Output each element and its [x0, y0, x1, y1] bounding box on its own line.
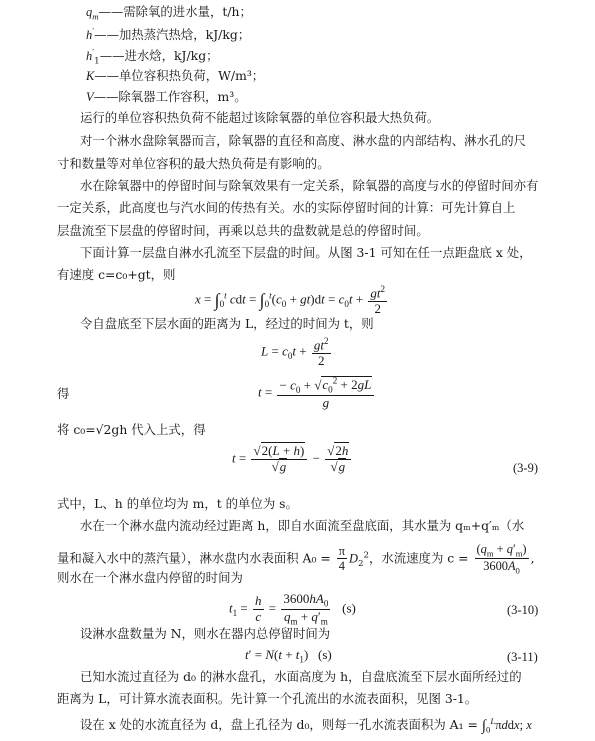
paragraph-residence-line1: 水在除氧器中的停留时间与除氧效果有一定关系，除氧器的高度与水的停留时间亦有: [80, 178, 539, 193]
paragraph-water-flow-line1: 水在一个淋水盘内流动经过距离 h，即自水面流至盘底面，其水量为 qₘ+q′ₘ（水: [80, 518, 525, 533]
paragraph-hole-area: 设在 x 处的水流直径为 d，盘上孔径为 d₀，则每一孔水流表面积为 $A_1 = \int_0^L\pi ddx$; x: [80, 716, 532, 735]
paragraph-substitute-c0: 将 c₀=√2gh 代入上式，得: [57, 422, 206, 437]
label-de: 得: [57, 386, 70, 401]
definition-qm: $q_m——$需除氧的进水量，t/h；: [86, 4, 252, 22]
paragraph-heat-load: 运行的单位容积热负荷不能超过该除氧器的单位容积最大热负荷。: [80, 110, 440, 125]
equation-number-3-10: (3-10): [507, 603, 539, 617]
equation-L: $L = c_0t$ + $\frac{gt^2}{2}$: [261, 336, 329, 369]
equation-number-3-11: (3-11): [507, 650, 538, 664]
paragraph-calc-line2: 有速度 c=c₀+gt，则: [57, 267, 176, 282]
paragraph-distance-L: 令自盘底至下层水面的距离为 L，经过的时间为 t，则: [80, 316, 374, 331]
paragraph-structure-line1: 对一个淋水盘除氧器而言，除氧器的直径和高度、淋水盘的内部结构、淋水孔的尺: [80, 133, 527, 148]
paragraph-water-flow-line2: 量和凝入水中的蒸汽量），淋水盘内水表面积 A₀ = $\frac{\pi}{4}$ $D_2^2$，水流速度为 c = $\frac{(q_m + q'_m)}{3600A_0}$ ,: [57, 542, 535, 576]
equation-x-integral: $x = \int_0^t$ cdt = $\int_0^t(c_0 + gt)dt = c_0t$ + $\frac{gt^2}{2}$: [195, 284, 386, 317]
equation-number-3-9: (3-9): [513, 461, 538, 475]
paragraph-residence-line2: 一定关系，此高度也与汽水间的传热有关。水的实际停留时间的计算：可先计算自上: [57, 200, 516, 215]
equation-3-10: $t_1$ = $\frac{h}{c}$ = $\frac{3600hA_0}{q_m + q'_m}$ (s): [229, 591, 356, 627]
equation-3-9: t = $\frac{√2(L + h)}{√g}$ − $\frac{√2h}{√g}$: [232, 444, 353, 475]
definition-h1-prime: $h'_1——$进水焓，kJ/kg；: [86, 48, 219, 67]
paragraph-surface-area-line2: 距离为 L，可计算水流表面积。先计算一个孔流出的水流表面积，见图 3-1。: [57, 691, 478, 706]
paragraph-structure-line2: 寸和数量等对单位容积的最大热负荷是有影响的。: [57, 156, 330, 171]
definition-V: V——除氧器工作容积，m³。: [86, 89, 247, 104]
paragraph-calc-line1: 下面计算一层盘自淋水孔流至下层盘的时间。从图 3-1 可知在任一点距盘底 x 处，: [80, 245, 532, 260]
paragraph-surface-area-line1: 已知水流过直径为 d₀ 的淋水盘孔，水面高度为 h，自盘底流至下层水面所经过的: [80, 669, 522, 684]
paragraph-water-flow-line3: 则水在一个淋水盘内停留的时间为: [57, 570, 243, 585]
definition-h-prime: h′——加热蒸汽热焓，kJ/kg；: [86, 27, 251, 43]
paragraph-total-time: 设淋水盘数量为 N，则水在器内总停留时间为: [80, 626, 331, 641]
definition-K: K——单位容积热负荷，W/m³；: [86, 68, 265, 83]
paragraph-units: 式中，L、h 的单位均为 m，t 的单位为 s。: [57, 496, 298, 511]
equation-t-solution: t = $\frac{- c_0 + √c_0^2 + 2gL}{g}$: [258, 376, 376, 411]
equation-3-11: $t' = N(t + t_1)$ (s): [245, 647, 332, 665]
paragraph-residence-line3: 层盘流至下层盘的停留时间，再乘以总共的盘数就是总的停留时间。: [57, 223, 429, 238]
